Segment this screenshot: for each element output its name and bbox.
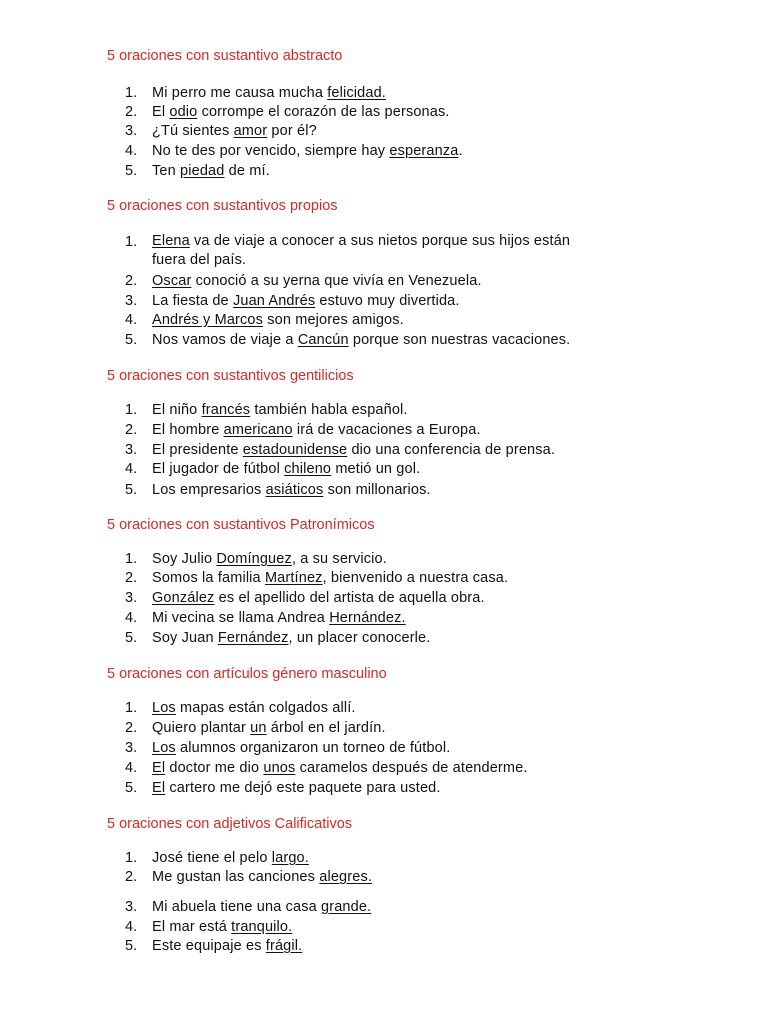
section-heading: 5 oraciones con adjetivos Calificativos bbox=[107, 816, 353, 832]
sentence-text bbox=[152, 102, 450, 122]
sentence-fragment: El jugador de fútbol bbox=[152, 461, 285, 477]
list-number: 2. bbox=[125, 720, 138, 736]
underlined-word: grande. bbox=[321, 899, 372, 915]
underlined-word: estadounidense bbox=[242, 442, 348, 458]
sentence-fragment: , un placer conocerle. bbox=[288, 630, 431, 646]
underlined-word: asiáticos bbox=[265, 482, 324, 498]
sentence-text bbox=[152, 718, 386, 738]
sentence-fragment: árbol en el jardín. bbox=[266, 720, 386, 736]
underlined-word: Los bbox=[152, 700, 176, 716]
underlined-word: chileno bbox=[284, 461, 332, 477]
sentence-fragment: fuera del país. bbox=[152, 252, 247, 268]
underlined-word: odio bbox=[169, 104, 198, 120]
list-number: 3. bbox=[125, 899, 138, 915]
underlined-word: González bbox=[152, 590, 215, 606]
list-number: 3. bbox=[125, 123, 138, 139]
sentence-fragment: son millonarios. bbox=[323, 482, 431, 498]
sentence-fragment: , a su servicio. bbox=[291, 551, 387, 567]
list-number: 5. bbox=[125, 780, 138, 796]
sentence-text bbox=[152, 459, 420, 479]
sentence-fragment: Ten bbox=[152, 163, 181, 179]
list-number: 4. bbox=[125, 760, 138, 776]
sentence-fragment: Este equipaje es bbox=[152, 938, 266, 954]
sentence-text bbox=[152, 588, 485, 608]
underlined-word: largo. bbox=[271, 850, 309, 866]
underlined-word: unos bbox=[263, 760, 296, 776]
underlined-word: Hernández. bbox=[329, 610, 406, 626]
sentence-fragment: son mejores amigos. bbox=[263, 312, 404, 328]
sentence-text bbox=[152, 161, 270, 181]
underlined-word: un bbox=[250, 720, 267, 736]
sentence-text bbox=[152, 121, 317, 141]
sentence-fragment: El niño bbox=[152, 402, 202, 418]
list-number: 5. bbox=[125, 938, 138, 954]
sentence-text bbox=[152, 936, 302, 956]
sentence-fragment: Los empresarios bbox=[152, 482, 266, 498]
sentence-fragment: mapas están colgados allí. bbox=[175, 700, 356, 716]
underlined-word: frágil. bbox=[265, 938, 303, 954]
sentence-fragment: La fiesta de bbox=[152, 293, 233, 309]
list-number: 2. bbox=[125, 273, 138, 289]
list-number: 1. bbox=[125, 850, 138, 866]
sentence-fragment: Nos vamos de viaje a bbox=[152, 332, 298, 348]
list-number: 4. bbox=[125, 610, 138, 626]
underlined-word: El bbox=[152, 780, 166, 796]
list-number: 5. bbox=[125, 482, 138, 498]
list-number: 3. bbox=[125, 590, 138, 606]
underlined-word: americano bbox=[223, 422, 293, 438]
underlined-word: El bbox=[152, 760, 166, 776]
sentence-fragment: Soy Juan bbox=[152, 630, 218, 646]
sentence-text bbox=[152, 568, 508, 588]
list-number: 2. bbox=[125, 869, 138, 885]
underlined-word: Domínguez bbox=[216, 551, 292, 567]
underlined-word: Elena bbox=[152, 233, 190, 249]
sentence-fragment: , bienvenido a nuestra casa. bbox=[322, 570, 509, 586]
sentence-text bbox=[152, 420, 481, 440]
underlined-word: Los bbox=[152, 740, 176, 756]
sentence-fragment: por él? bbox=[267, 123, 317, 139]
sentence-fragment: Me gustan las canciones bbox=[152, 869, 320, 885]
sentence-text bbox=[152, 549, 387, 569]
underlined-word: Cancún bbox=[297, 332, 349, 348]
underlined-word: Martínez bbox=[264, 570, 323, 586]
section-heading: 5 oraciones con sustantivos Patronímicos bbox=[107, 517, 375, 533]
underlined-word: francés bbox=[201, 402, 251, 418]
sentence-text bbox=[152, 698, 356, 718]
sentence-fragment: Quiero plantar bbox=[152, 720, 251, 736]
sentence-fragment: es el apellido del artista de aquella obra. bbox=[214, 590, 485, 606]
section-heading: 5 oraciones con sustantivos gentilicios bbox=[107, 368, 354, 384]
sentence-text bbox=[152, 608, 406, 628]
list-number: 3. bbox=[125, 293, 138, 309]
sentence-fragment: José tiene el pelo bbox=[152, 850, 272, 866]
sentence-fragment: porque son nuestras vacaciones. bbox=[348, 332, 571, 348]
list-number: 1. bbox=[125, 85, 138, 101]
underlined-word: piedad bbox=[180, 163, 225, 179]
sentence-fragment: Mi abuela tiene una casa bbox=[152, 899, 321, 915]
sentence-fragment: Mi vecina se llama Andrea bbox=[152, 610, 330, 626]
underlined-word: tranquilo. bbox=[231, 919, 293, 935]
list-number: 4. bbox=[125, 143, 138, 159]
sentence-text bbox=[152, 917, 292, 937]
sentence-fragment: El bbox=[152, 104, 170, 120]
sentence-text bbox=[152, 271, 482, 291]
list-number: 4. bbox=[125, 919, 138, 935]
sentence-fragment: estuvo muy divertida. bbox=[315, 293, 460, 309]
sentence-text bbox=[152, 141, 463, 161]
underlined-word: Juan Andrés bbox=[232, 293, 316, 309]
sentence-fragment: cartero me dejó este paquete para usted. bbox=[165, 780, 441, 796]
sentence-text bbox=[152, 738, 450, 758]
underlined-word: Fernández bbox=[217, 630, 289, 646]
sentence-text bbox=[152, 232, 570, 270]
list-number: 5. bbox=[125, 630, 138, 646]
sentence-text bbox=[152, 897, 371, 917]
sentence-fragment: metió un gol. bbox=[331, 461, 421, 477]
underlined-word: amor bbox=[233, 123, 268, 139]
sentence-fragment: El mar está bbox=[152, 919, 232, 935]
underlined-word: alegres. bbox=[319, 869, 373, 885]
sentence-fragment: dio una conferencia de prensa. bbox=[347, 442, 556, 458]
sentence-text bbox=[152, 480, 431, 500]
section-heading: 5 oraciones con artículos género masculino bbox=[107, 666, 387, 682]
sentence-text bbox=[152, 867, 372, 887]
sentence-text bbox=[152, 778, 441, 798]
sentence-text bbox=[152, 330, 570, 350]
sentence-text bbox=[152, 758, 528, 778]
section-heading: 5 oraciones con sustantivo abstracto bbox=[107, 48, 343, 64]
list-number: 1. bbox=[125, 700, 138, 716]
sentence-fragment: doctor me dio bbox=[165, 760, 264, 776]
sentence-fragment: ¿Tú sientes bbox=[152, 123, 234, 139]
list-number: 4. bbox=[125, 461, 138, 477]
sentence-text bbox=[152, 848, 309, 868]
underlined-word: felicidad. bbox=[327, 85, 386, 101]
sentence-fragment: Somos la familia bbox=[152, 570, 265, 586]
sentence-fragment: de mí. bbox=[224, 163, 270, 179]
sentence-fragment: El hombre bbox=[152, 422, 224, 438]
sentence-fragment: también habla español. bbox=[250, 402, 408, 418]
sentence-fragment: caramelos después de atenderme. bbox=[295, 760, 528, 776]
section-heading: 5 oraciones con sustantivos propios bbox=[107, 198, 338, 214]
list-number: 3. bbox=[125, 740, 138, 756]
list-number: 5. bbox=[125, 163, 138, 179]
sentence-fragment: conoció a su yerna que vivía en Venezuela. bbox=[191, 273, 482, 289]
list-number: 2. bbox=[125, 570, 138, 586]
list-number: 1. bbox=[125, 234, 138, 250]
sentence-fragment: El presidente bbox=[152, 442, 243, 458]
list-number: 3. bbox=[125, 442, 138, 458]
list-number: 1. bbox=[125, 402, 138, 418]
sentence-fragment: Mi perro me causa mucha bbox=[152, 85, 328, 101]
list-number: 5. bbox=[125, 332, 138, 348]
underlined-word: Oscar bbox=[152, 273, 192, 289]
sentence-text bbox=[152, 310, 404, 330]
sentence-fragment: corrompe el corazón de las personas. bbox=[197, 104, 450, 120]
sentence-text bbox=[152, 440, 555, 460]
sentence-text bbox=[152, 83, 386, 103]
underlined-word: esperanza bbox=[389, 143, 459, 159]
sentence-text bbox=[152, 400, 408, 420]
list-number: 2. bbox=[125, 422, 138, 438]
list-number: 4. bbox=[125, 312, 138, 328]
sentence-fragment: Soy Julio bbox=[152, 551, 217, 567]
sentence-fragment: va de viaje a conocer a sus nietos porque sus hijos están bbox=[189, 233, 571, 249]
underlined-word: Andrés y Marcos bbox=[152, 312, 264, 328]
list-number: 2. bbox=[125, 104, 138, 120]
sentence-fragment: . bbox=[458, 143, 463, 159]
sentence-fragment: irá de vacaciones a Europa. bbox=[292, 422, 481, 438]
sentence-text bbox=[152, 628, 430, 648]
list-number: 1. bbox=[125, 551, 138, 567]
sentence-fragment: No te des por vencido, siempre hay bbox=[152, 143, 390, 159]
sentence-text bbox=[152, 291, 460, 311]
sentence-fragment: alumnos organizaron un torneo de fútbol. bbox=[175, 740, 451, 756]
